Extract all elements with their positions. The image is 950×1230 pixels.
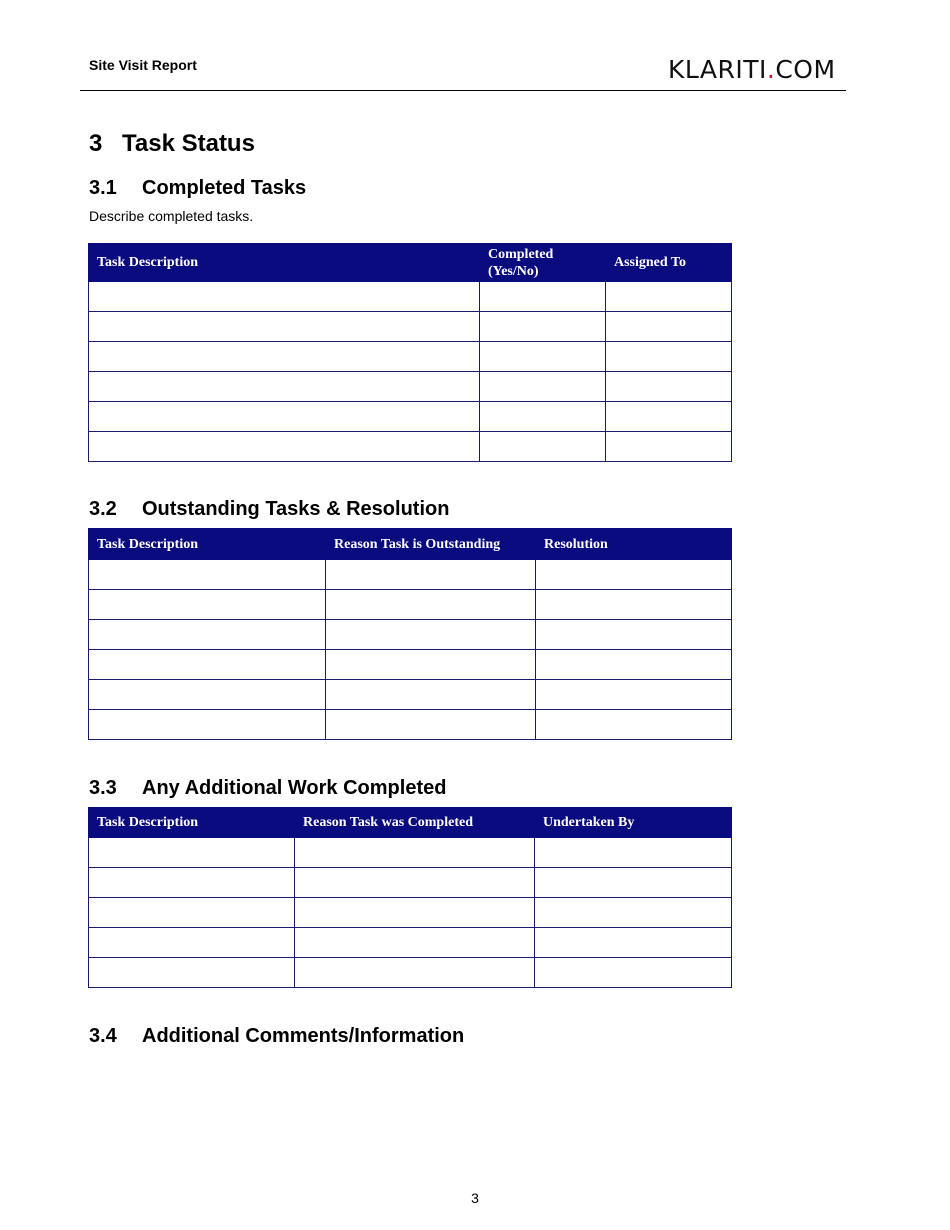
table-cell[interactable] [326, 650, 536, 680]
subsection-heading-outstanding-tasks [89, 498, 449, 521]
table-cell[interactable] [89, 958, 295, 988]
table-row [89, 432, 732, 462]
table-cell[interactable] [480, 372, 606, 402]
table-cell[interactable] [480, 402, 606, 432]
section-title: Task Status [122, 130, 255, 157]
table-cell[interactable] [326, 560, 536, 590]
table-row [89, 282, 732, 312]
table-cell[interactable] [326, 620, 536, 650]
table-row [89, 342, 732, 372]
table-cell[interactable] [295, 868, 535, 898]
table-cell[interactable] [536, 710, 732, 740]
table-cell[interactable] [480, 282, 606, 312]
table-row [89, 928, 732, 958]
header-divider [80, 90, 846, 91]
table-cell[interactable] [89, 432, 480, 462]
table-cell[interactable] [480, 432, 606, 462]
table-cell[interactable] [89, 342, 480, 372]
table-cell[interactable] [89, 898, 295, 928]
table-cell[interactable] [89, 402, 480, 432]
table-cell[interactable] [89, 710, 326, 740]
table-cell[interactable] [535, 868, 732, 898]
table-row [89, 680, 732, 710]
table-cell[interactable] [480, 342, 606, 372]
table-cell[interactable] [89, 680, 326, 710]
additional-work-table [88, 807, 732, 988]
table-cell[interactable] [536, 620, 732, 650]
logo-suffix: COM [775, 55, 836, 84]
section-number: 3 [89, 130, 103, 157]
subsection-title: Any Additional Work Completed [142, 777, 447, 799]
outstanding-tasks-table [88, 528, 732, 740]
column-header-resolution: Resolution [536, 529, 732, 560]
table-cell[interactable] [535, 928, 732, 958]
subsection-number: 3.2 [89, 498, 117, 520]
table-row [89, 372, 732, 402]
column-header-task-description: Task Description [89, 529, 326, 560]
table-cell[interactable] [89, 650, 326, 680]
table-cell[interactable] [606, 342, 732, 372]
table-cell[interactable] [535, 898, 732, 928]
table-cell[interactable] [295, 958, 535, 988]
table-cell[interactable] [606, 312, 732, 342]
column-header-undertaken-by: Undertaken By [535, 808, 732, 838]
table-row [89, 838, 732, 868]
column-header-reason-completed: Reason Task was Completed [295, 808, 535, 838]
column-header-task-description: Task Description [89, 244, 480, 282]
table-row [89, 590, 732, 620]
section-heading-task-status [89, 130, 255, 158]
subsection-title: Completed Tasks [142, 177, 307, 199]
additional-work-body [89, 838, 732, 988]
table-cell[interactable] [89, 838, 295, 868]
subsection-number: 3.4 [89, 1025, 117, 1047]
document-header-title: Site Visit Report [89, 57, 197, 73]
table-row [89, 650, 732, 680]
logo-text: KLARITI [668, 55, 767, 84]
klariti-logo [668, 56, 836, 84]
table-cell[interactable] [89, 590, 326, 620]
table-cell[interactable] [606, 402, 732, 432]
table-row [89, 710, 732, 740]
logo-dot: . [766, 55, 776, 84]
table-row [89, 402, 732, 432]
table-row [89, 560, 732, 590]
table-cell[interactable] [326, 710, 536, 740]
column-header-task-description: Task Description [89, 808, 295, 838]
table-cell[interactable] [89, 282, 480, 312]
table-cell[interactable] [89, 560, 326, 590]
table-cell[interactable] [89, 868, 295, 898]
table-cell[interactable] [536, 560, 732, 590]
page-number: 3 [471, 1190, 479, 1206]
table-cell[interactable] [89, 312, 480, 342]
table-row [89, 620, 732, 650]
outstanding-tasks-body [89, 560, 732, 740]
table-cell[interactable] [89, 928, 295, 958]
table-cell[interactable] [536, 680, 732, 710]
table-cell[interactable] [295, 838, 535, 868]
table-cell[interactable] [295, 898, 535, 928]
completed-tasks-description: Describe completed tasks. [89, 208, 254, 224]
table-cell[interactable] [535, 838, 732, 868]
table-cell[interactable] [536, 650, 732, 680]
table-cell[interactable] [535, 958, 732, 988]
subsection-heading-additional-work [89, 777, 446, 800]
subsection-heading-additional-comments [89, 1025, 464, 1048]
table-cell[interactable] [89, 620, 326, 650]
column-header-completed: Completed (Yes/No) [480, 244, 606, 282]
table-row [89, 868, 732, 898]
table-cell[interactable] [480, 312, 606, 342]
table-row [89, 312, 732, 342]
table-cell[interactable] [89, 372, 480, 402]
table-cell[interactable] [606, 432, 732, 462]
column-header-reason-outstanding: Reason Task is Outstanding [326, 529, 536, 560]
completed-tasks-body [89, 282, 732, 462]
table-cell[interactable] [536, 590, 732, 620]
subsection-heading-completed-tasks [89, 177, 306, 200]
column-header-assigned-to: Assigned To [606, 244, 732, 282]
table-row [89, 898, 732, 928]
table-row [89, 958, 732, 988]
completed-tasks-table [88, 243, 732, 462]
subsection-title: Additional Comments/Information [142, 1025, 465, 1047]
subsection-number: 3.1 [89, 177, 117, 199]
subsection-title: Outstanding Tasks & Resolution [142, 498, 450, 520]
table-cell[interactable] [606, 372, 732, 402]
subsection-number: 3.3 [89, 777, 117, 799]
table-cell[interactable] [606, 282, 732, 312]
table-cell[interactable] [326, 590, 536, 620]
table-cell[interactable] [326, 680, 536, 710]
table-cell[interactable] [295, 928, 535, 958]
